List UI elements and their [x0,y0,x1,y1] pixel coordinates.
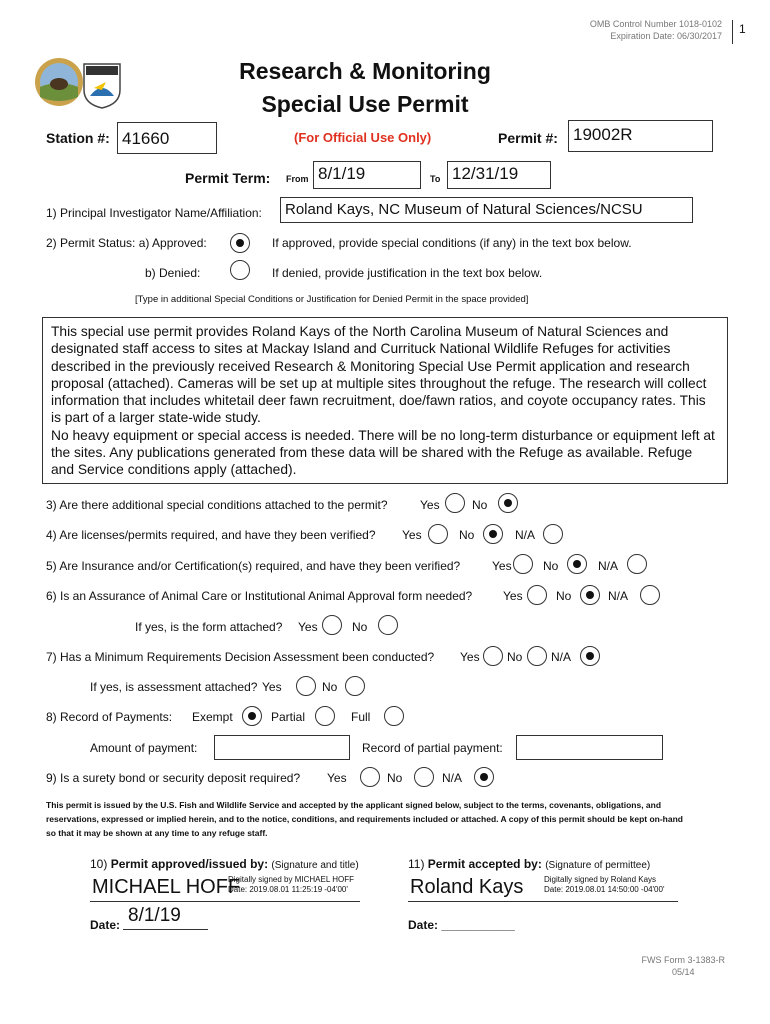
sig11-name: Roland Kays [410,876,524,898]
q6a-no-radio[interactable] [378,615,398,635]
q8-label: 8) Record of Payments: [46,710,173,724]
omb-info [590,18,722,42]
exempt-radio[interactable] [242,706,262,726]
page-number-box [732,20,746,44]
form-footer [641,954,725,978]
sig10-date-field[interactable]: 8/1/19 [123,905,208,930]
q7a-yes-radio[interactable] [296,676,316,696]
q7a-yes-label: Yes [262,680,282,694]
principal-investigator-field[interactable]: Roland Kays, NC Museum of Natural Sciences/NCSU [280,197,693,223]
amount-field[interactable] [214,735,350,760]
form-number: FWS Form 3-1383-R [641,955,725,965]
q2-approved-label: 2) Permit Status: a) Approved: [46,236,207,250]
q6-label: 6) Is an Assurance of Animal Care or Institutional Animal Approval form needed? [46,589,473,603]
page-number: 1 [739,22,746,36]
permit-term-label: Permit Term: [185,170,271,186]
full-radio[interactable] [384,706,404,726]
expiration-date: Expiration Date: 06/30/2017 [610,31,722,41]
q6a-yes-radio[interactable] [322,615,342,635]
amount-label: Amount of payment: [90,741,198,755]
sig11-date-field[interactable]: ___________ [441,918,515,932]
partial-payment-label: Record of partial payment: [362,741,503,755]
approved-radio[interactable] [230,233,250,253]
q3-no-radio[interactable] [498,493,518,513]
full-label: Full [351,710,371,724]
form-revision: 05/14 [671,967,695,977]
sig10-name: MICHAEL HOFF [92,876,241,898]
q3-yes-label: Yes [420,498,440,512]
sig11-heading: 11) Permit accepted by: (Signature of permittee) [408,857,651,871]
q9-label: 9) Is a surety bond or security deposit required? [46,771,301,785]
q9-yes-radio[interactable] [360,767,380,787]
q7-no-label: No [507,650,523,664]
special-conditions-textarea[interactable] [42,317,728,484]
station-field[interactable]: 41660 [117,122,217,154]
q9-no-label: No [387,771,403,785]
q3-no-label: No [472,498,488,512]
partial-payment-field[interactable] [516,735,663,760]
q7-label: 7) Has a Minimum Requirements Decision Assessment been conducted? [46,650,435,664]
q6-yes-radio[interactable] [527,585,547,605]
q6-no-radio[interactable] [580,585,600,605]
q5-yes-label: Yes [492,559,512,573]
permit-label: Permit #: [498,130,558,146]
q6a-label: If yes, is the form attached? [135,620,283,634]
conditions-instruction: [Type in additional Special Conditions or Justification for Denied Permit in the space provided] [135,294,529,305]
q7a-label: If yes, is assessment attached? [90,680,258,694]
q2-denied-label: b) Denied: [145,266,201,280]
partial-label: Partial [271,710,306,724]
q3-yes-radio[interactable] [445,493,465,513]
q5-no-label: No [543,559,559,573]
q5-na-radio[interactable] [627,554,647,574]
omb-control: OMB Control Number 1018-0102 [589,19,722,29]
to-label: To [430,174,441,184]
q5-yes-radio[interactable] [513,554,533,574]
sig10-signature-field[interactable] [90,873,360,902]
q4-no-radio[interactable] [483,524,503,544]
q4-label: 4) Are licenses/permits required, and have they been verified? [46,528,376,542]
q6-na-radio[interactable] [640,585,660,605]
q6-na-label: N/A [608,589,629,603]
q9-na-label: N/A [442,771,463,785]
from-label: From [286,174,309,184]
q4-yes-radio[interactable] [428,524,448,544]
q4-yes-label: Yes [402,528,422,542]
denied-radio[interactable] [230,260,250,280]
q4-na-radio[interactable] [543,524,563,544]
denied-instruction: If denied, provide justification in the text box below. [272,266,543,280]
q4-no-label: No [459,528,475,542]
conditions-paragraph-2: No heavy equipment or special access is needed. There will be no long-term disturbance or equipment left at the sites. Any publications generated from these data will be shared with the Refuge as available. Refuge and Service conditions apply (attached). [51,427,715,478]
q6-no-label: No [556,589,572,603]
sig10-date-label: Date: [90,918,121,932]
approved-instruction: If approved, provide special conditions (if any) in the text box below. [272,236,632,250]
exempt-label: Exempt [192,710,233,724]
sig11-signature-field[interactable] [408,873,678,902]
station-label: Station #: [46,130,110,146]
sig10-digital-stamp: Digitally signed by MICHAEL HOFF Date: 2019.08.01 11:25:19 -04'00' [228,875,354,894]
q3-label: 3) Are there additional special conditions attached to the permit? [46,498,388,512]
sig10-heading: 10) Permit approved/issued by: (Signature and title) [90,857,359,871]
q7a-no-label: No [322,680,338,694]
q6-yes-label: Yes [503,589,523,603]
q4-na-label: N/A [515,528,536,542]
sig11-date-label: Date: ___________ [408,918,515,932]
q7-na-label: N/A [551,650,572,664]
q1-label: 1) Principal Investigator Name/Affiliation: [46,206,262,220]
permit-field[interactable]: 19002R [568,120,713,152]
from-date-field[interactable]: 8/1/19 [313,161,421,189]
q5-no-radio[interactable] [567,554,587,574]
q5-label: 5) Are Insurance and/or Certification(s) required, and have they been verified? [46,559,461,573]
official-use-note: (For Official Use Only) [294,130,432,145]
conditions-paragraph-1: This special use permit provides Roland Kays of the North Carolina Museum of Natural Sciences and designated staff access to sites at Mackay Island and Currituck National Wildlife Refuges for activities described in the previously received Research & Monitoring Special Use Permit application and research proposal (attached). Cameras will be set up at multiple sites throughout the refuge. The research will collect information that includes whitetail deer fawn recruitment, doe/fawn ratios, and coyote occupancy rates. This is part of a larger state-wide study. [51,324,707,426]
partial-radio[interactable] [315,706,335,726]
to-date-field[interactable]: 12/31/19 [447,161,551,189]
q7-yes-label: Yes [460,650,480,664]
q7-yes-radio[interactable] [483,646,503,666]
q9-na-radio[interactable] [474,767,494,787]
q9-yes-label: Yes [327,771,347,785]
sig11-digital-stamp: Digitally signed by Roland Kays Date: 2019.08.01 14:50:00 -04'00' [544,875,665,894]
q6a-no-label: No [352,620,368,634]
q7-na-radio[interactable] [580,646,600,666]
q5-na-label: N/A [598,559,619,573]
q7a-no-radio[interactable] [345,676,365,696]
page-title: Research & Monitoring Special Use Permit [239,58,491,117]
q7-no-radio[interactable] [527,646,547,666]
q9-no-radio[interactable] [414,767,434,787]
q6a-yes-label: Yes [298,620,318,634]
permit-notice: This permit is issued by the U.S. Fish and Wildlife Service and accepted by the applicant signed below, subject to the terms, covenants, obligations, and reservations, expressed or implied herein, and to the notice, conditions, and requirements included or attached. A copy of this permit should be kept on-hand so that it may be shown at any time to any refuge staff. [46,800,683,838]
